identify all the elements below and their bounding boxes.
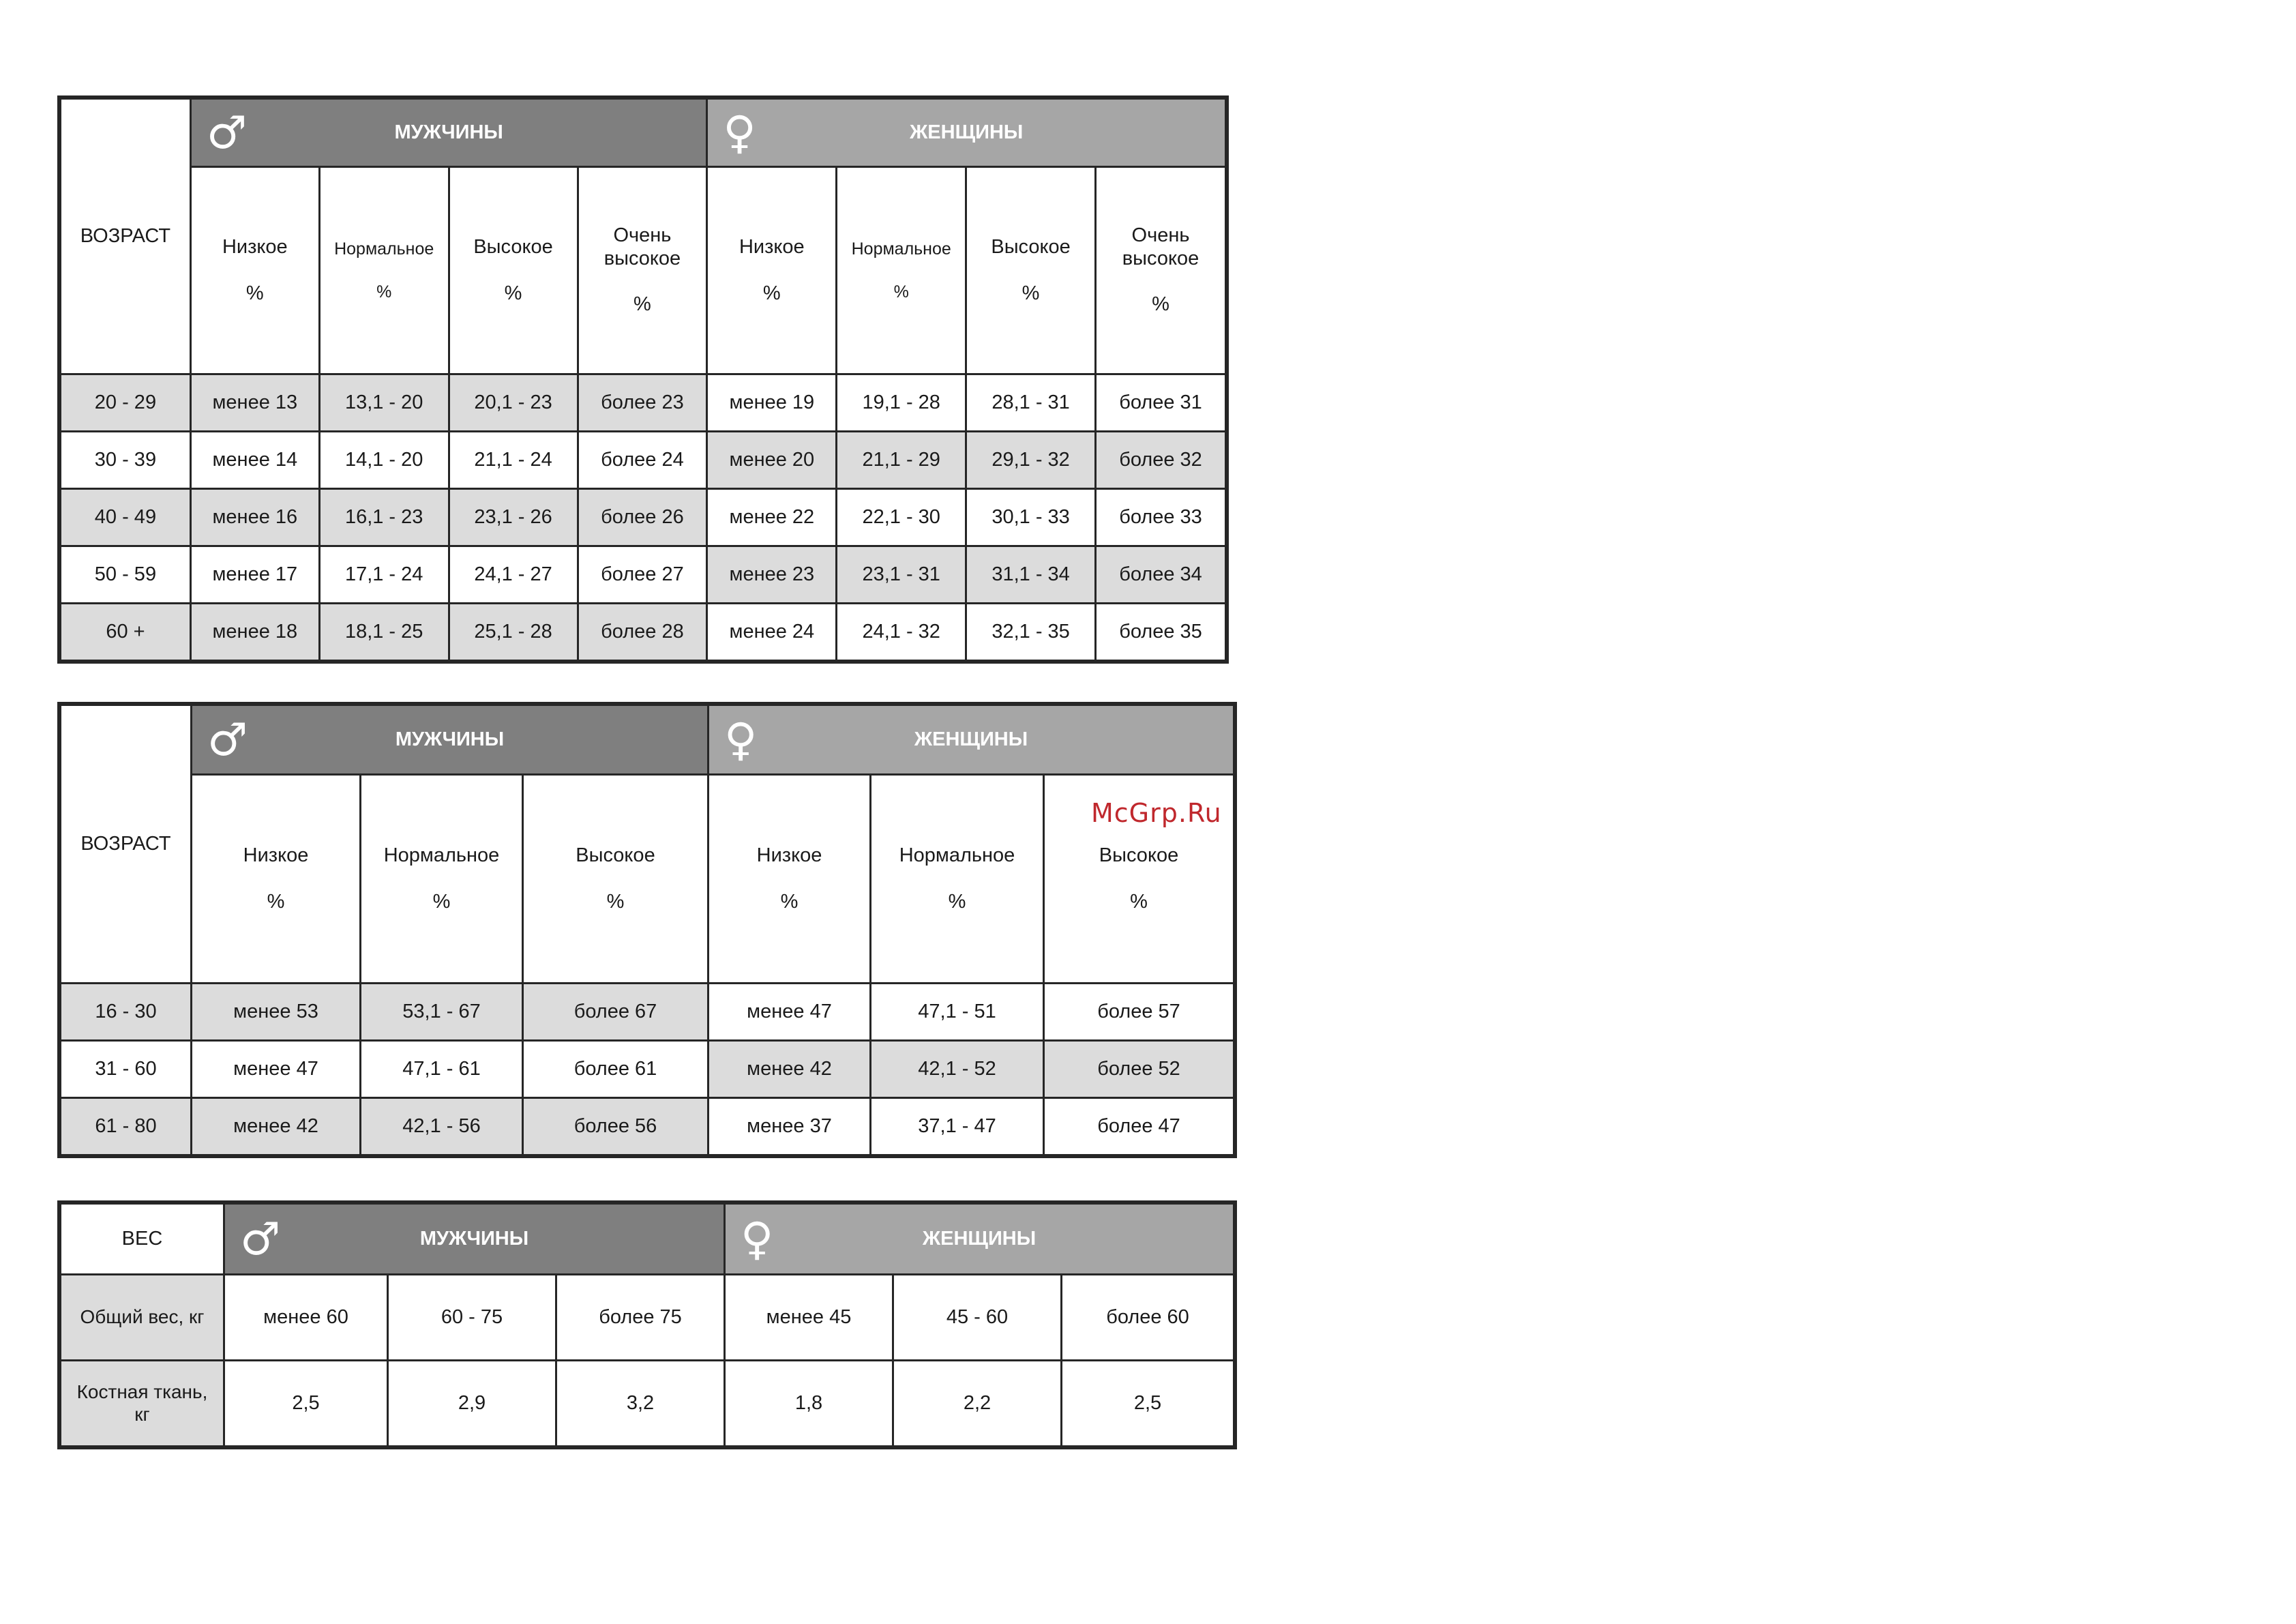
women-header — [709, 705, 1234, 775]
women-value-cell: более 33 — [1096, 489, 1226, 546]
women-column-header — [1096, 167, 1226, 374]
men-value-cell: менее 13 — [190, 374, 319, 432]
row-label: Общий вес, кг — [61, 1275, 224, 1361]
men-value-cell: менее 16 — [190, 489, 319, 546]
women-value-cell: более 32 — [1096, 432, 1226, 489]
men-value-cell: более 26 — [578, 489, 707, 546]
row-label: 31 - 60 — [61, 1041, 192, 1098]
table-row — [61, 604, 1226, 661]
women-value-cell: 19,1 - 28 — [837, 374, 966, 432]
men-value-cell: менее 17 — [190, 546, 319, 604]
column-label-line2: высокое — [603, 247, 681, 269]
men-value-cell: более 67 — [523, 984, 709, 1041]
men-header — [190, 99, 707, 167]
weight-column-header: ВЕС — [61, 1204, 224, 1275]
row-label: 60 + — [61, 604, 191, 661]
men-value-cell: более 75 — [556, 1275, 725, 1361]
percent-unit: % — [267, 890, 285, 913]
women-value-cell: менее 45 — [725, 1275, 893, 1361]
column-label: Высокое — [576, 844, 655, 867]
men-column-header — [319, 167, 449, 374]
women-value-cell: более 57 — [1044, 984, 1234, 1041]
men-column-header — [523, 775, 709, 984]
table-row — [61, 984, 1234, 1041]
column-label: Нормальное — [899, 844, 1015, 867]
women-column-header — [707, 167, 837, 374]
column-label: Низкое — [222, 236, 288, 259]
women-value-cell: 42,1 - 52 — [871, 1041, 1044, 1098]
women-value-cell: более 60 — [1062, 1275, 1234, 1361]
women-value-cell: менее 23 — [707, 546, 837, 604]
men-value-cell: 2,9 — [388, 1361, 556, 1447]
percent-unit: % — [1130, 890, 1148, 913]
row-label: 40 - 49 — [61, 489, 191, 546]
women-value-cell: 30,1 - 33 — [966, 489, 1096, 546]
women-value-cell: 1,8 — [725, 1361, 893, 1447]
women-value-cell: менее 42 — [709, 1041, 871, 1098]
men-header-label: МУЖЧИНЫ — [419, 1227, 529, 1250]
men-column-header — [192, 775, 361, 984]
men-column-header — [190, 167, 319, 374]
table-row — [61, 432, 1226, 489]
women-value-cell: 32,1 - 35 — [966, 604, 1096, 661]
male-icon: ♂ — [207, 713, 248, 766]
men-value-cell: 42,1 - 56 — [361, 1098, 523, 1155]
men-value-cell: 16,1 - 23 — [319, 489, 449, 546]
row-label: 16 - 30 — [61, 984, 192, 1041]
women-header — [707, 99, 1226, 167]
table-row — [61, 489, 1226, 546]
women-value-cell: более 31 — [1096, 374, 1226, 432]
row-label: Костная ткань, кг — [61, 1361, 224, 1447]
column-label: Нормальное — [334, 239, 434, 259]
watermark: McGrp.Ru — [1091, 798, 1222, 828]
percent-unit: % — [780, 890, 799, 913]
women-header — [725, 1204, 1234, 1275]
women-column-header — [837, 167, 966, 374]
men-value-cell: 18,1 - 25 — [319, 604, 449, 661]
male-icon: ♂ — [206, 106, 248, 159]
men-value-cell: 17,1 - 24 — [319, 546, 449, 604]
female-icon: ♀ — [741, 1212, 774, 1265]
percent-unit: % — [633, 293, 651, 316]
percent-unit: % — [893, 282, 909, 301]
men-value-cell: более 61 — [523, 1041, 709, 1098]
row-label: 20 - 29 — [61, 374, 191, 432]
women-value-cell: менее 19 — [707, 374, 837, 432]
row-label: 50 - 59 — [61, 546, 191, 604]
women-value-cell: менее 20 — [707, 432, 837, 489]
men-value-cell: 53,1 - 67 — [361, 984, 523, 1041]
men-value-cell: менее 47 — [192, 1041, 361, 1098]
table-row — [61, 1275, 1234, 1361]
women-header-label: ЖЕНЩИНЫ — [922, 1227, 1037, 1250]
men-value-cell: менее 14 — [190, 432, 319, 489]
men-value-cell: более 23 — [578, 374, 707, 432]
column-label: Нормальное — [383, 844, 500, 867]
age-column-header: ВОЗРАСТ — [61, 99, 191, 374]
men-value-cell: более 27 — [578, 546, 707, 604]
column-label: Высокое — [1099, 844, 1179, 867]
women-value-cell: 31,1 - 34 — [966, 546, 1096, 604]
percent-unit: % — [1022, 282, 1040, 304]
percent-unit: % — [948, 890, 966, 913]
men-header-label: МУЖЧИНЫ — [395, 728, 505, 750]
table-row — [61, 1041, 1234, 1098]
table-row — [61, 546, 1226, 604]
column-label-line2: высокое — [1122, 247, 1199, 269]
men-value-cell: 47,1 - 61 — [361, 1041, 523, 1098]
percent-unit: % — [762, 282, 781, 304]
women-value-cell: более 34 — [1096, 546, 1226, 604]
column-label: Высокое — [991, 236, 1071, 259]
women-value-cell: 29,1 - 32 — [966, 432, 1096, 489]
women-value-cell: 47,1 - 51 — [871, 984, 1044, 1041]
women-value-cell: 28,1 - 31 — [966, 374, 1096, 432]
female-icon: ♀ — [723, 106, 756, 159]
women-value-cell: 21,1 - 29 — [837, 432, 966, 489]
women-column-header — [871, 775, 1044, 984]
column-label: Низкое — [739, 236, 805, 259]
women-value-cell: менее 22 — [707, 489, 837, 546]
men-value-cell: 21,1 - 24 — [449, 432, 578, 489]
women-value-cell: 2,2 — [893, 1361, 1062, 1447]
table-row — [61, 374, 1226, 432]
percent-unit: % — [606, 890, 625, 913]
weight-table — [59, 1202, 1235, 1447]
percent-unit: % — [1152, 293, 1169, 316]
men-value-cell: менее 60 — [224, 1275, 388, 1361]
women-value-cell: менее 37 — [709, 1098, 871, 1155]
men-value-cell: 24,1 - 27 — [449, 546, 578, 604]
female-icon: ♀ — [724, 713, 758, 766]
men-value-cell: 13,1 - 20 — [319, 374, 449, 432]
men-value-cell: более 28 — [578, 604, 707, 661]
men-header-label: МУЖЧИНЫ — [394, 121, 503, 143]
men-value-cell: более 24 — [578, 432, 707, 489]
age-column-header: ВОЗРАСТ — [61, 705, 192, 984]
body-fat-table — [59, 98, 1227, 662]
women-column-header — [966, 167, 1096, 374]
men-value-cell: 25,1 - 28 — [449, 604, 578, 661]
women-value-cell: 37,1 - 47 — [871, 1098, 1044, 1155]
percent-unit: % — [504, 282, 522, 304]
men-value-cell: менее 53 — [192, 984, 361, 1041]
percent-unit: % — [245, 282, 264, 304]
column-label: Высокое — [473, 236, 553, 259]
men-value-cell: менее 42 — [192, 1098, 361, 1155]
men-value-cell: 60 - 75 — [388, 1275, 556, 1361]
row-label: 61 - 80 — [61, 1098, 192, 1155]
male-icon: ♂ — [240, 1212, 281, 1265]
women-header-label: ЖЕНЩИНЫ — [914, 728, 1028, 750]
women-value-cell: 23,1 - 31 — [837, 546, 966, 604]
men-header — [192, 705, 709, 775]
men-value-cell: 2,5 — [224, 1361, 388, 1447]
men-value-cell: 20,1 - 23 — [449, 374, 578, 432]
men-value-cell: менее 18 — [190, 604, 319, 661]
men-column-header — [578, 167, 707, 374]
men-value-cell: 14,1 - 20 — [319, 432, 449, 489]
women-value-cell: 24,1 - 32 — [837, 604, 966, 661]
women-value-cell: менее 24 — [707, 604, 837, 661]
men-column-header — [449, 167, 578, 374]
women-value-cell: более 35 — [1096, 604, 1226, 661]
women-value-cell: более 47 — [1044, 1098, 1234, 1155]
column-label: Очень — [613, 224, 672, 247]
women-value-cell: 45 - 60 — [893, 1275, 1062, 1361]
women-value-cell: менее 47 — [709, 984, 871, 1041]
percent-unit: % — [432, 890, 451, 913]
column-label: Очень — [1131, 224, 1190, 247]
table-row — [61, 1361, 1234, 1447]
men-header — [224, 1204, 725, 1275]
column-label: Нормальное — [851, 239, 951, 259]
women-column-header — [709, 775, 871, 984]
column-label: Низкое — [243, 844, 309, 867]
column-label: Низкое — [756, 844, 822, 867]
women-value-cell: более 52 — [1044, 1041, 1234, 1098]
women-value-cell: 2,5 — [1062, 1361, 1234, 1447]
percent-unit: % — [376, 282, 392, 301]
women-value-cell: 22,1 - 30 — [837, 489, 966, 546]
men-column-header — [361, 775, 523, 984]
table-row — [61, 1098, 1234, 1155]
men-value-cell: более 56 — [523, 1098, 709, 1155]
women-header-label: ЖЕНЩИНЫ — [910, 121, 1024, 143]
row-label: 30 - 39 — [61, 432, 191, 489]
men-value-cell: 3,2 — [556, 1361, 725, 1447]
body-water-table — [59, 704, 1235, 1156]
men-value-cell: 23,1 - 26 — [449, 489, 578, 546]
